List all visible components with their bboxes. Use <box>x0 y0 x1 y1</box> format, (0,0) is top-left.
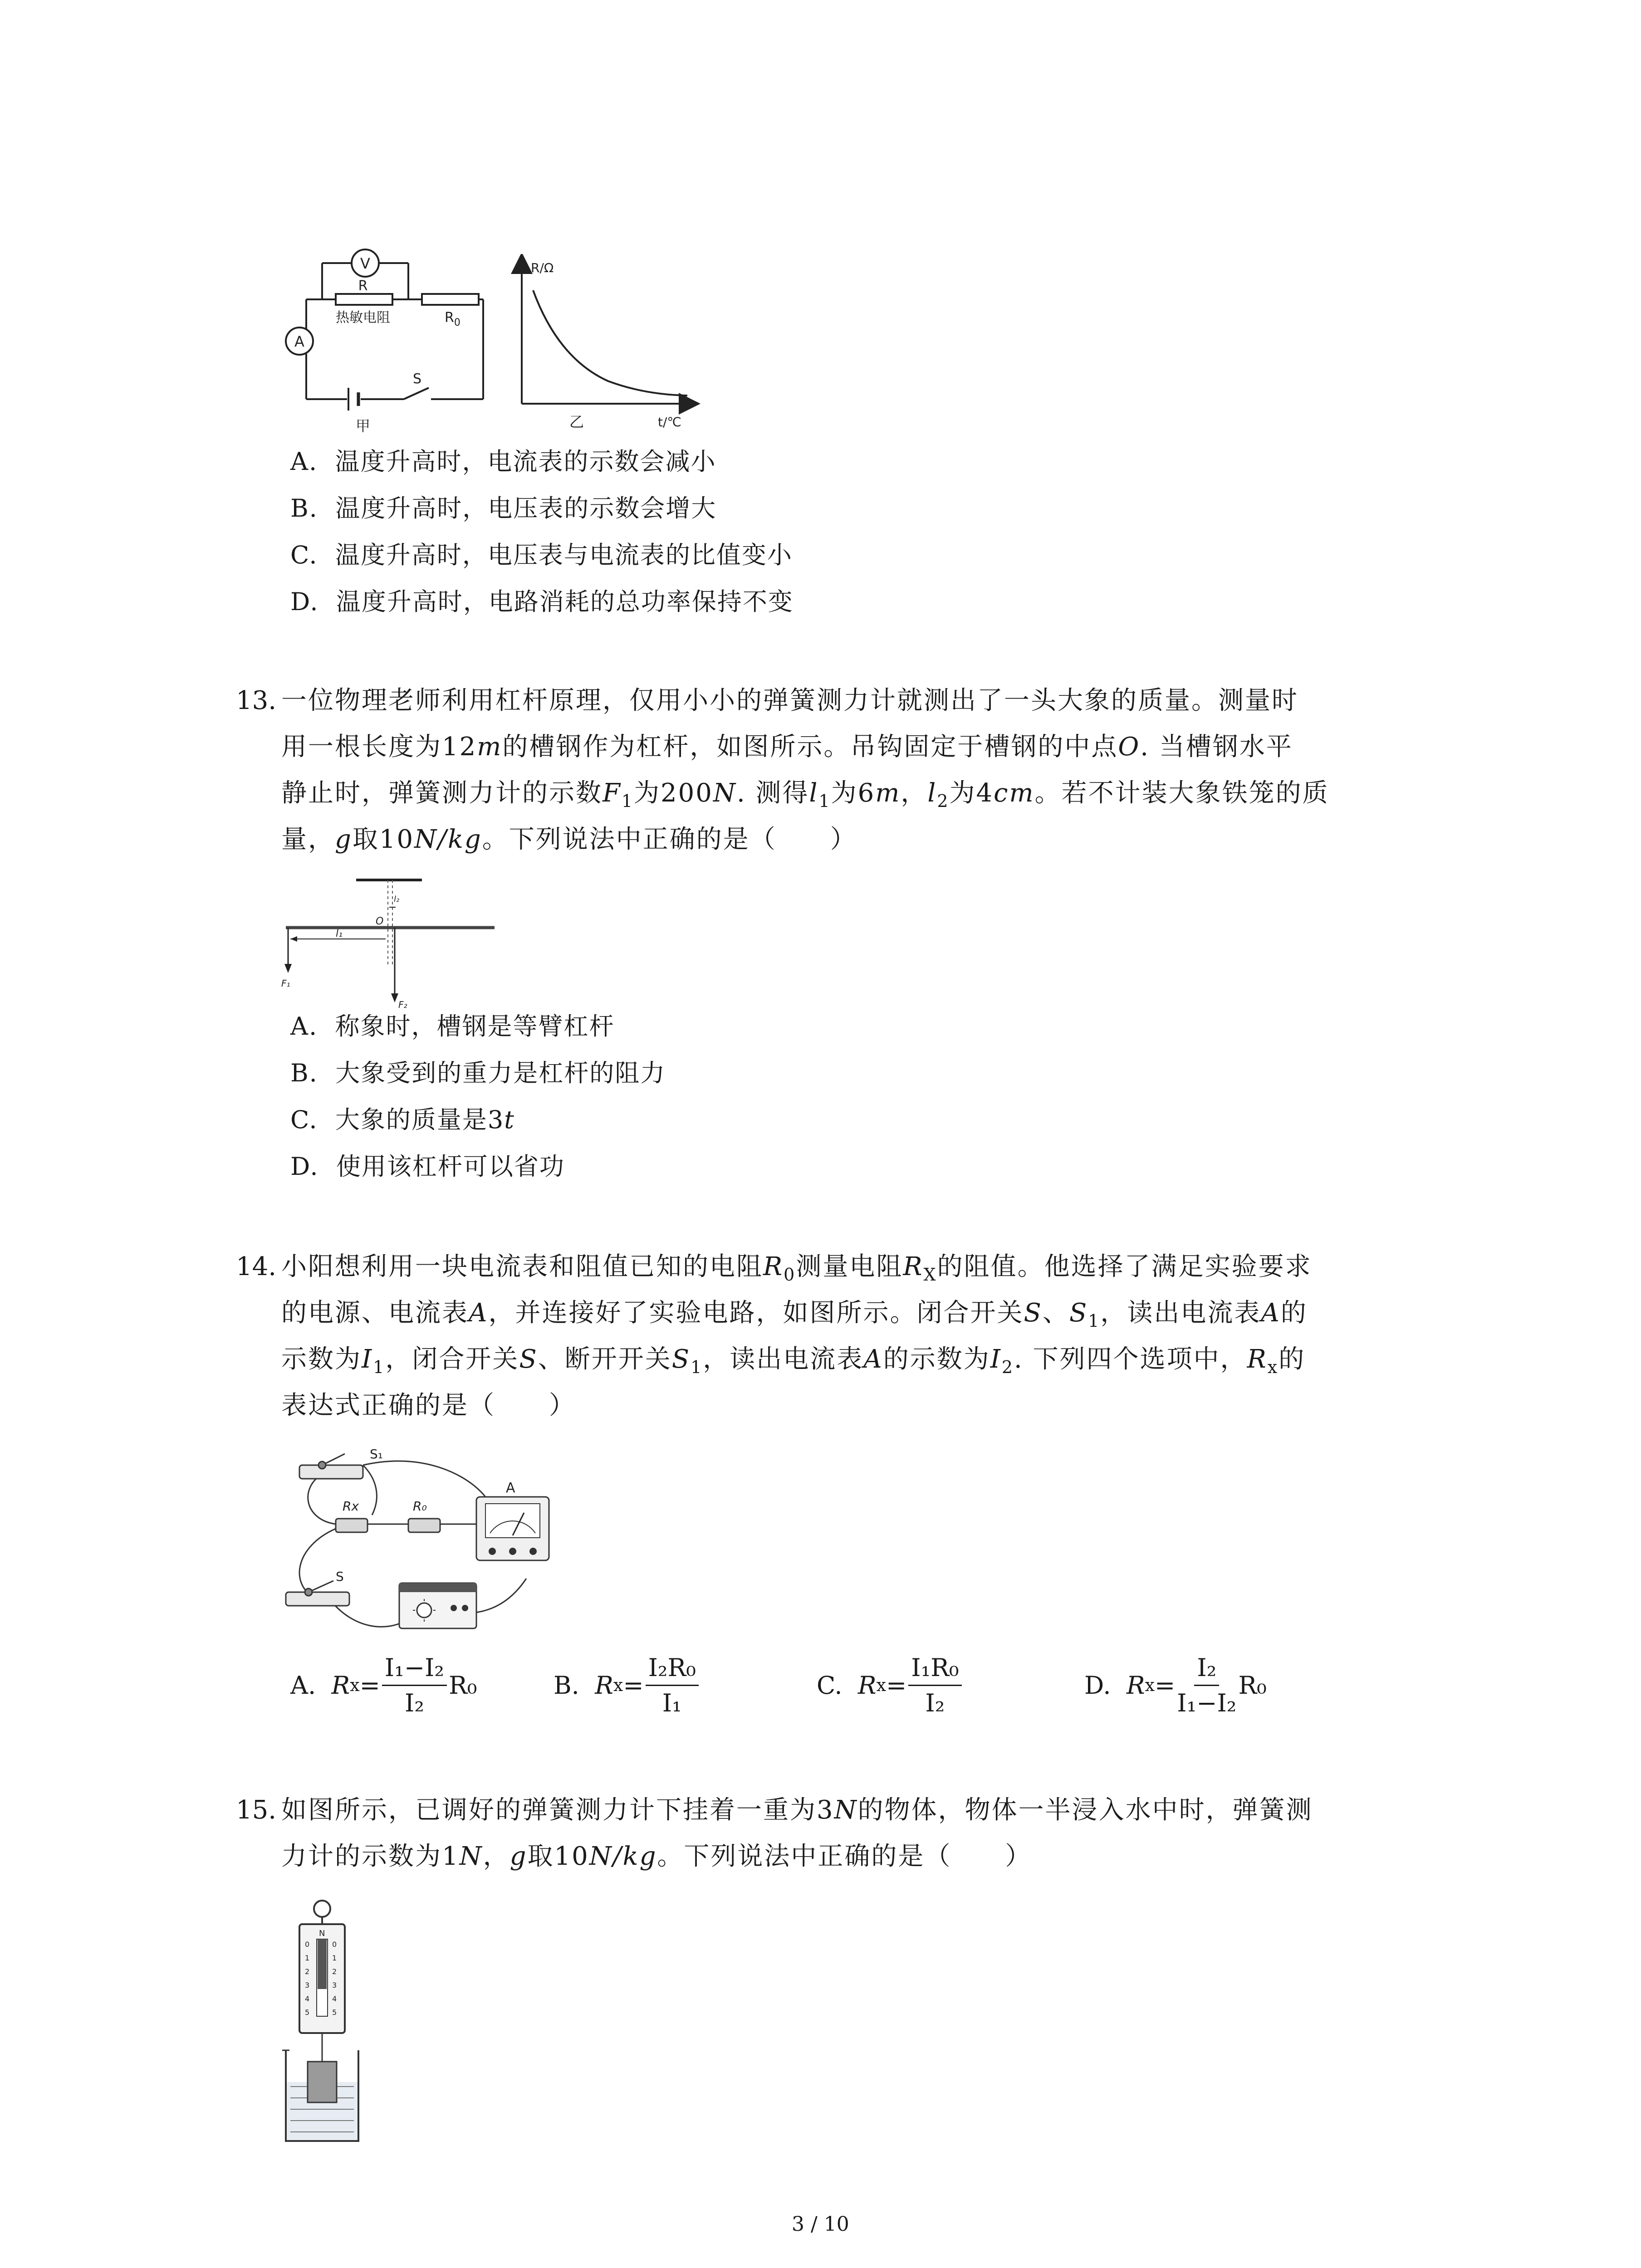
page-number: 3 / 10 <box>792 2213 849 2236</box>
q14-line2: 的电源、电流表A，并连接好了实验电路，如图所示。闭合开关S、$S_1$，读出电流表A的 <box>281 1298 1308 1331</box>
fraction: $\frac{\text{I₂R₀}}{\text{I₁}}$ <box>646 1653 699 1717</box>
fraction: $\frac{\text{I₁R₀}}{\text{I₂}}$ <box>908 1653 961 1717</box>
q13-line2: 用一根长度为12m的槽钢作为杠杆，如图所示。吊钩固定于槽钢的中点O. 当槽钢水平 <box>281 732 1293 762</box>
y-axis-label: R/Ω <box>531 260 554 275</box>
q12-option-b[interactable] <box>290 494 716 523</box>
option-text: 使用该杠杆可以省功 <box>336 1152 565 1181</box>
rx-resistor <box>336 1519 367 1532</box>
option-text: 温度升高时，电流表的示数会减小 <box>335 447 716 476</box>
svg-text:0: 0 <box>305 1940 310 1949</box>
curve <box>533 290 687 396</box>
voltmeter-label: V <box>360 255 370 272</box>
q15-spring-scale-figure <box>272 1896 381 2150</box>
q15-line1: 如图所示，已调好的弹簧测力计下挂着一重为3N的物体，物体一半浸入水中时，弹簧测 <box>281 1795 1313 1825</box>
indicator <box>318 1939 327 1989</box>
x-axis-label: t/℃ <box>658 415 681 430</box>
hanging-ring <box>314 1901 330 1917</box>
option-text: 大象的质量是 <box>335 1105 488 1134</box>
q14-number: 14. <box>236 1252 277 1281</box>
l2-label: l₂ <box>394 894 400 904</box>
q14-option-d[interactable]: D. R x = $\frac{\text{I₂}}{\text{I₁−I₂}}$ R₀ <box>1084 1653 1267 1717</box>
r0-resistor-symbol <box>422 294 479 305</box>
q15-number: 15. <box>236 1795 277 1825</box>
q12-resistance-temperature-graph <box>508 254 717 431</box>
svg-text:0: 0 <box>332 1940 337 1949</box>
f2-label: F₂ <box>398 999 407 1010</box>
q12-option-d[interactable] <box>290 587 794 617</box>
q14-option-a[interactable]: A. R x = $\frac{\text{I₁−I₂}}{\text{I₂}}$ R₀ <box>290 1653 477 1717</box>
svg-text:4: 4 <box>332 1994 337 2003</box>
svg-text:1: 1 <box>332 1954 337 1962</box>
q13-stem <box>281 678 1479 863</box>
q12-circuit-diagram <box>272 236 490 435</box>
s-label: S <box>336 1569 344 1584</box>
s1-label: S₁ <box>370 1447 383 1461</box>
thermistor-text: 热敏电阻 <box>336 310 390 326</box>
svg-text:5: 5 <box>305 2008 310 2017</box>
q15-stem <box>281 1787 1479 1880</box>
q12-option-c[interactable] <box>290 540 793 570</box>
option-letter: A. <box>290 1012 318 1041</box>
q13-option-c[interactable]: C. 大象的质量是3t <box>290 1105 515 1134</box>
switch-label: S <box>413 371 422 387</box>
option-letter: B. <box>290 1059 318 1087</box>
svg-text:3: 3 <box>305 1981 310 1989</box>
fraction: $\frac{\text{I₁−I₂}}{\text{I₂}}$ <box>382 1653 447 1717</box>
switch-s <box>286 1581 349 1606</box>
svg-text:2: 2 <box>332 1967 337 1976</box>
q15-line2: 力计的示数为1N，g取10N/kg。下列说法中正确的是（ ） <box>281 1842 1032 1871</box>
option-text: 温度升高时，电压表与电流表的比值变小 <box>335 541 793 569</box>
svg-text:5: 5 <box>332 2008 337 2017</box>
r0-label: R₀ <box>413 1499 427 1514</box>
fraction: $\frac{\text{I₂}}{\text{I₁−I₂}}$ <box>1177 1653 1237 1717</box>
option-text: 温度升高时，电压表的示数会增大 <box>335 494 717 523</box>
option-letter: A. <box>290 447 318 476</box>
r0-resistor <box>408 1519 440 1532</box>
q13-lever-figure <box>272 875 499 1012</box>
power-supply <box>399 1583 476 1628</box>
r0-label: $R_0$ <box>445 310 460 328</box>
svg-text:2: 2 <box>305 1967 310 1976</box>
option-text: 大象受到的重力是杠杆的阻力 <box>335 1059 666 1087</box>
q14-line3: 示数为$I_1$，闭合开关S、断开开关$S_1$，读出电流表A的示数为$I_2$. 下列四个选项中，$R_x$的 <box>281 1344 1306 1377</box>
q14-line4: 表达式正确的是（ ） <box>281 1391 576 1420</box>
option-letter: C. <box>290 541 318 569</box>
figure-jia-label: 甲 <box>355 417 371 435</box>
q14-stem <box>281 1244 1479 1429</box>
option-letter: C. <box>290 1105 318 1134</box>
option-letter: D. <box>290 587 319 616</box>
rx-label: Rx <box>343 1499 359 1514</box>
thermistor-r-label: R <box>358 278 368 294</box>
switch-s1 <box>299 1454 363 1479</box>
q14-line1: 小阳想利用一块电流表和阻值已知的电阻$R_0$测量电阻$R_X$的阻值。他选择了满足实验要求 <box>281 1252 1312 1285</box>
q13-option-d[interactable] <box>290 1152 565 1182</box>
option-text: 温度升高时，电路消耗的总功率保持不变 <box>336 587 794 616</box>
f1-label: F₁ <box>281 978 290 989</box>
l1-label: l₁ <box>336 928 343 939</box>
option-text: 称象时，槽钢是等臂杠杆 <box>335 1012 615 1041</box>
a-label: A <box>506 1480 515 1496</box>
svg-text:4: 4 <box>305 1994 310 2003</box>
object-block <box>308 2062 337 2102</box>
q13-line1: 一位物理老师利用杠杆原理，仅用小小的弹簧测力计就测出了一头大象的质量。测量时 <box>281 686 1298 715</box>
ammeter-label: A <box>294 333 304 350</box>
figure-yi-label: 乙 <box>569 413 584 430</box>
o-label: O <box>376 916 384 927</box>
svg-text:3: 3 <box>332 1981 337 1989</box>
q14-option-b[interactable]: B. R x = $\frac{\text{I₂R₀}}{\text{I₁}}$ <box>554 1651 700 1719</box>
option-letter: B. <box>290 494 318 523</box>
q13-option-b[interactable] <box>290 1058 666 1088</box>
svg-text:1: 1 <box>305 1954 310 1962</box>
q12-option-a[interactable] <box>290 447 716 477</box>
n-label: N <box>319 1929 325 1938</box>
q14-circuit-photo <box>272 1447 572 1637</box>
q13-number: 13. <box>236 686 277 715</box>
ammeter-device <box>476 1497 549 1560</box>
thermistor-symbol <box>336 294 392 305</box>
q13-line4: 量，g取10N/kg。下列说法中正确的是（ ） <box>281 825 857 854</box>
q13-line3: 静止时，弹簧测力计的示数$F_1$为200N. 测得$l_1$为6m，$l_2$为4cm。若不计装大象铁笼的质 <box>281 778 1329 811</box>
option-letter: D. <box>290 1152 319 1181</box>
q14-option-c[interactable]: C. R x = $\frac{\text{I₁R₀}}{\text{I₂}}$ <box>817 1651 964 1719</box>
q13-option-a[interactable] <box>290 1012 615 1041</box>
